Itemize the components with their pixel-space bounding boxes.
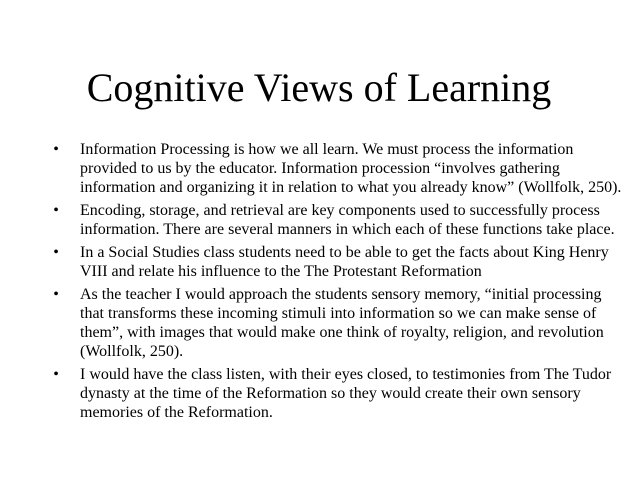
bullet-item-tudor-testimonies	[48, 365, 623, 422]
bullet-text: As the teacher I would approach the students sensory memory, “initial processing that transforms these incoming stimuli into information so we can make sense of them”, with images that would make one think of royalty, religion, and revolution (Wollfolk, 250).	[80, 286, 604, 360]
bullet-list	[48, 140, 623, 426]
bullet-item-sensory-memory-approach	[48, 285, 623, 361]
bullet-text: I would have the class listen, with their eyes closed, to testimonies from The Tudor dynasty at the time of the Reformation so they would create their own sensory memories of the Reformation.	[80, 366, 612, 421]
bullet-marker: •	[53, 366, 59, 383]
bullet-text: Information Processing is how we all learn. We must process the information provided to us by the educator. Information procession “involves gathering information and organizing it in relation to what you already know” (Wollfolk, 250).	[80, 141, 622, 196]
bullet-marker: •	[53, 244, 59, 261]
bullet-marker: •	[53, 202, 59, 219]
bullet-text: Encoding, storage, and retrieval are key components used to successfully process information. There are several manners in which each of these functions take place.	[80, 202, 615, 238]
bullet-marker: •	[53, 141, 59, 158]
bullet-text: In a Social Studies class students need to be able to get the facts about King Henry VIII and relate his influence to the The Protestant Reformation	[80, 244, 609, 280]
bullet-item-encoding-storage-retrieval	[48, 201, 623, 239]
bullet-item-information-processing	[48, 140, 623, 197]
bullet-item-social-studies-class	[48, 243, 623, 281]
slide-title: Cognitive Views of Learning	[86, 65, 552, 110]
bullet-marker: •	[53, 286, 59, 303]
